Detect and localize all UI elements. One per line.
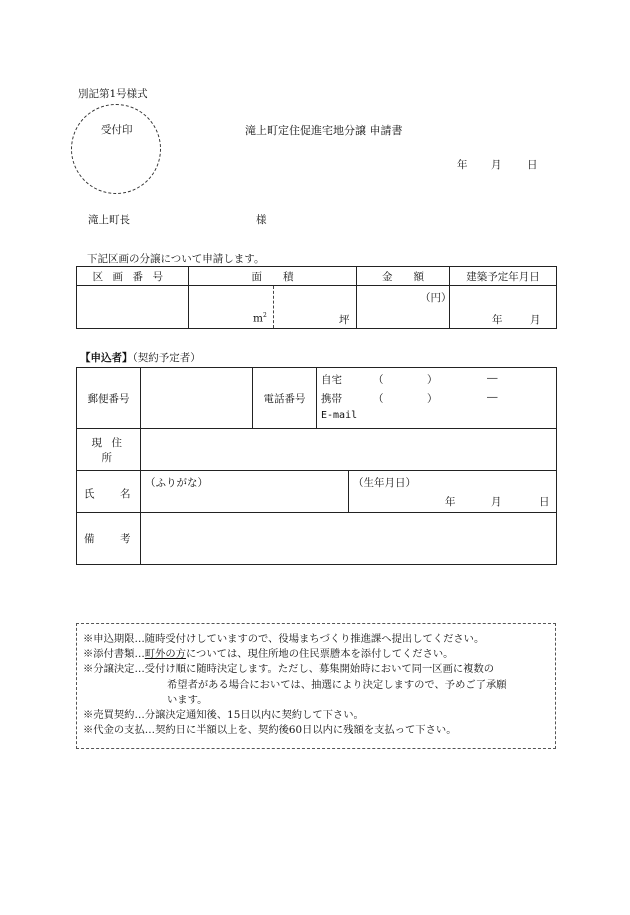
date-month: 月 bbox=[491, 159, 502, 171]
build-date-cell[interactable] bbox=[450, 286, 557, 329]
home-paren-close: ） bbox=[427, 374, 438, 386]
lot-table bbox=[76, 266, 557, 329]
note-deadline: ※申込期限…随時受付けしていますので、役場まちづくり推進課へ提出してください。 bbox=[83, 633, 485, 645]
applicant-heading bbox=[80, 350, 201, 365]
note-attachments-prefix: ※添付書類… bbox=[83, 648, 145, 661]
postal-input[interactable] bbox=[141, 368, 253, 429]
tsubo-unit: 坪 bbox=[339, 314, 350, 326]
name-label-1: 氏 bbox=[84, 488, 95, 500]
birth-year: 年 bbox=[445, 496, 456, 508]
header-lot-number: 区画番号 bbox=[77, 267, 189, 286]
postal-label: 郵便番号 bbox=[77, 368, 141, 429]
applicant-table bbox=[76, 367, 557, 565]
note-decision-3: います。 bbox=[167, 693, 208, 706]
lot-number-cell[interactable] bbox=[77, 286, 189, 329]
home-label: 自宅 bbox=[321, 374, 342, 386]
remarks-label-2: 考 bbox=[120, 533, 131, 545]
address-label: 現住所 bbox=[77, 429, 141, 471]
yen-unit: （円） bbox=[420, 292, 452, 304]
birth-day: 日 bbox=[539, 496, 550, 508]
name-label-2: 名 bbox=[120, 488, 131, 500]
addressee-honorific: 様 bbox=[256, 214, 267, 226]
applicant-heading-bold: 【申込者】 bbox=[80, 352, 133, 364]
header-area: 面 積 bbox=[189, 267, 357, 286]
mobile-paren-open: （ bbox=[373, 393, 384, 405]
phone-label: 電話番号 bbox=[253, 368, 317, 429]
build-month: 月 bbox=[530, 314, 541, 326]
note-decision-2: 希望者がある場合においては、抽選により決定しますので、予めご了承願 bbox=[167, 678, 507, 691]
m2-unit: $m^2$ bbox=[253, 312, 267, 325]
birth-label: （生年月日） bbox=[353, 477, 416, 489]
amount-cell[interactable] bbox=[357, 286, 450, 329]
applicant-heading-note: （契約予定者） bbox=[132, 352, 201, 364]
note-attachments-rest: については、現住所地の住民票謄本を添付してください。 bbox=[185, 648, 454, 661]
name-input[interactable] bbox=[141, 471, 349, 513]
notes-box bbox=[76, 623, 556, 749]
email-label: E-mail bbox=[321, 410, 358, 421]
date-day: 日 bbox=[527, 159, 538, 171]
home-paren-open: （ bbox=[373, 374, 384, 386]
furigana-label: （ふりがな） bbox=[145, 477, 208, 489]
address-input[interactable] bbox=[141, 429, 557, 471]
note-decision-1: ※分譲決定…受付け順に随時決定します。ただし、募集開始時において同一区画に複数の bbox=[83, 663, 495, 676]
note-attachments bbox=[83, 647, 549, 662]
date-year: 年 bbox=[457, 159, 468, 171]
birth-month: 月 bbox=[491, 496, 502, 508]
note-payment: ※代金の支払…契約日に半額以上を、契約後60日以内に残額を支払って下さい。 bbox=[83, 724, 457, 737]
mobile-paren-close: ） bbox=[427, 393, 438, 405]
mobile-dash: ― bbox=[487, 391, 498, 403]
stamp-label: 受付印 bbox=[101, 124, 133, 136]
area-cell[interactable] bbox=[189, 286, 357, 329]
build-year: 年 bbox=[492, 314, 503, 326]
phone-cell[interactable] bbox=[317, 368, 557, 429]
remarks-input[interactable] bbox=[141, 513, 557, 565]
birthdate-cell[interactable] bbox=[349, 471, 557, 513]
home-dash: ― bbox=[487, 372, 498, 384]
header-amount: 金 額 bbox=[357, 267, 450, 286]
mobile-label: 携帯 bbox=[321, 393, 342, 405]
note-contract: ※売買契約…分譲決定通知後、15日以内に契約して下さい。 bbox=[83, 709, 364, 722]
remarks-label-cell bbox=[77, 513, 141, 565]
page-title: 滝上町定住促進宅地分譲 申請書 bbox=[245, 124, 403, 137]
name-label-cell bbox=[77, 471, 141, 513]
note-attachments-underlined: 町外の方 bbox=[144, 648, 186, 661]
reception-stamp-circle bbox=[71, 104, 161, 194]
form-id: 別記第1号様式 bbox=[78, 88, 148, 100]
header-build-date: 建築予定年月日 bbox=[450, 267, 557, 286]
addressee-name: 滝上町長 bbox=[88, 214, 130, 226]
remarks-label-1: 備 bbox=[84, 533, 95, 545]
intro-text: 下記区画の分譲について申請します。 bbox=[87, 253, 265, 265]
